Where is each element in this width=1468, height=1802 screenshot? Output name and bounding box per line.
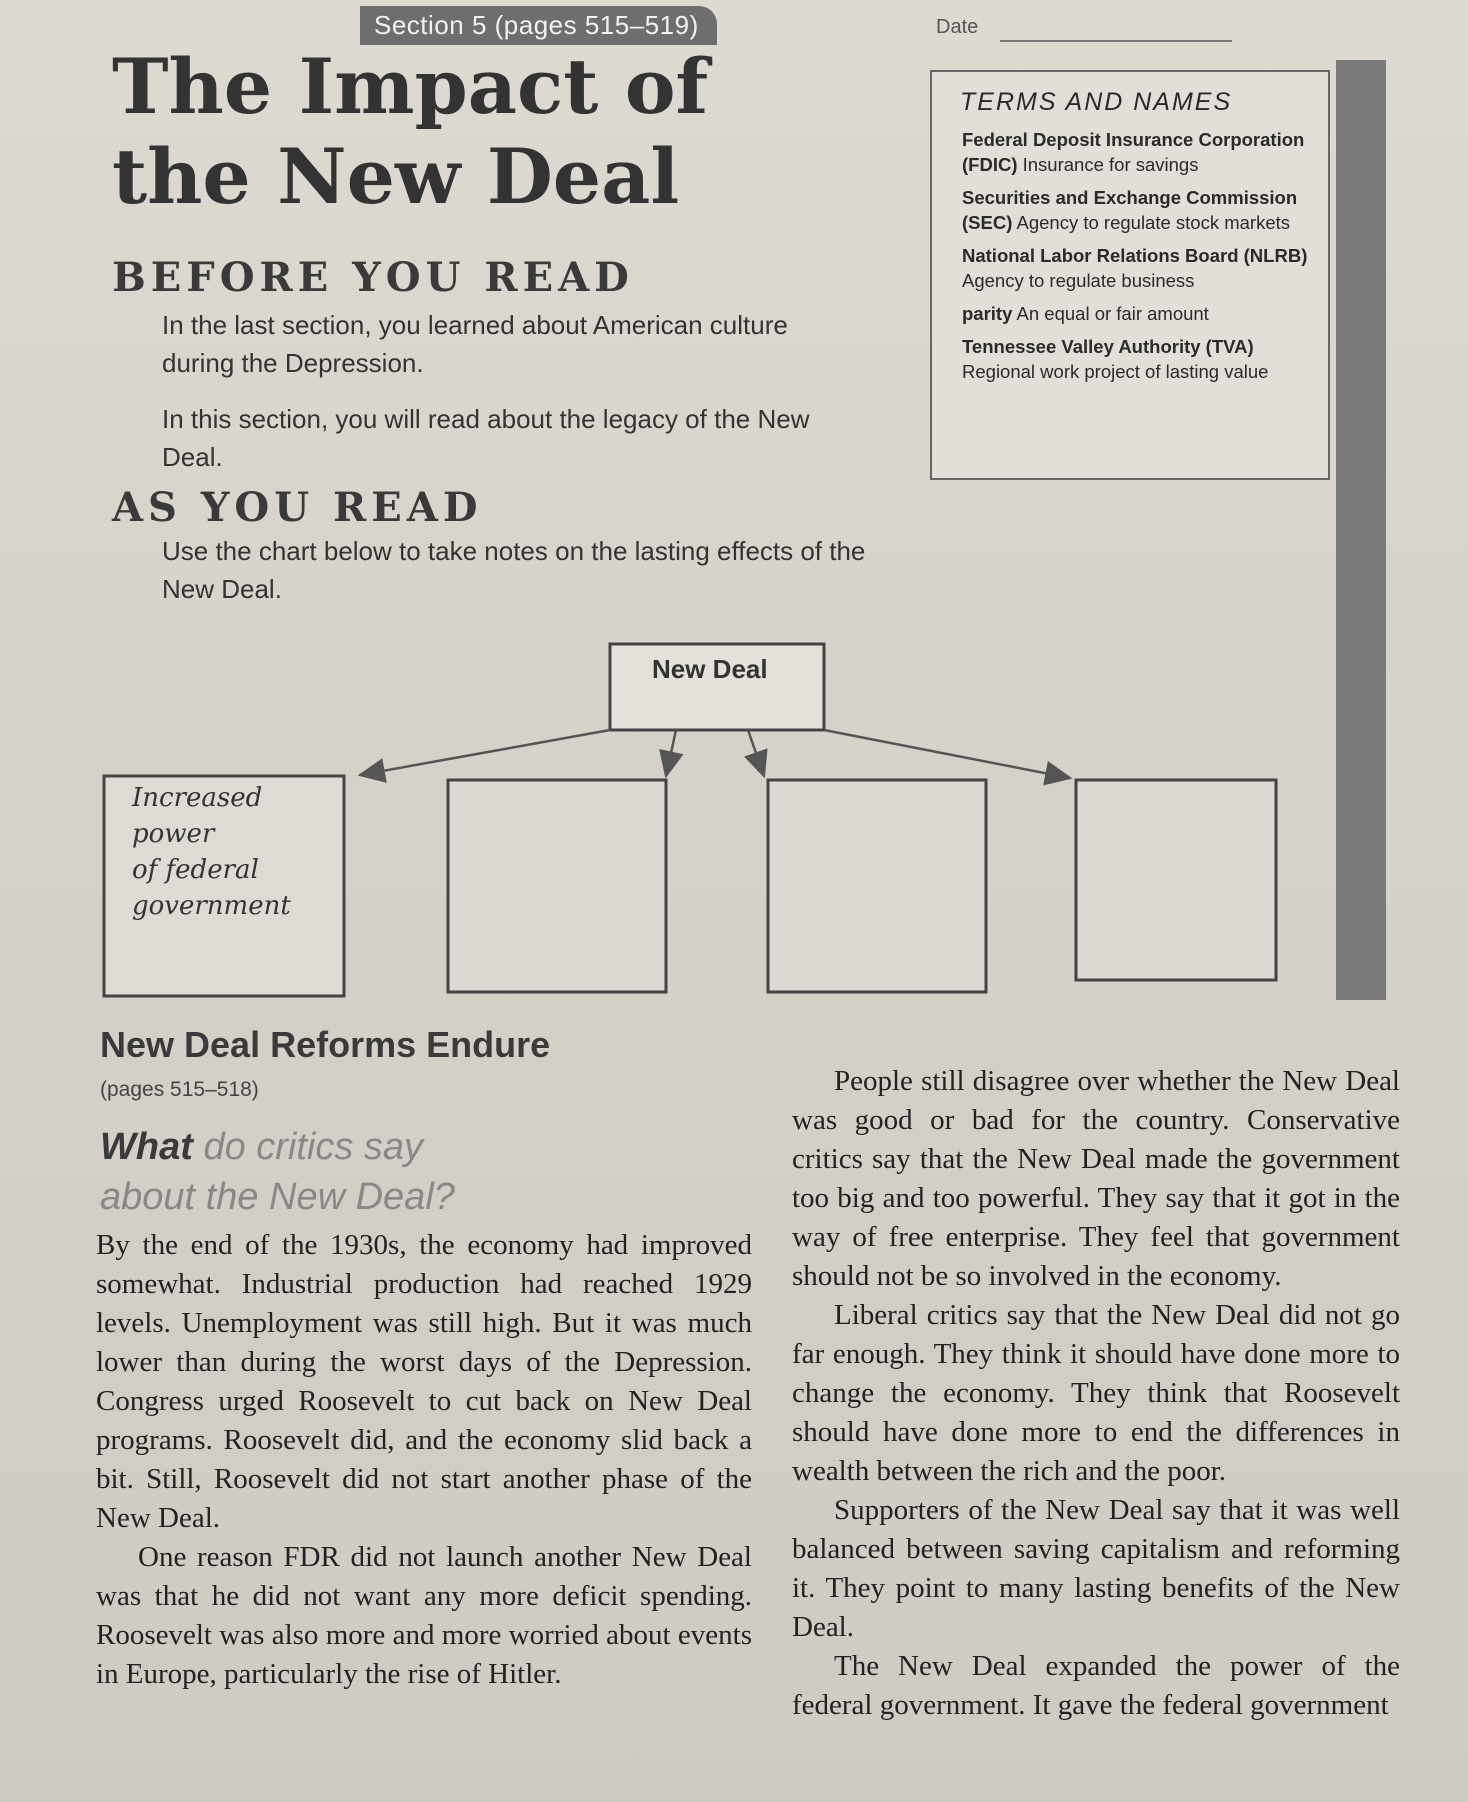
diagram-box-4 (1076, 780, 1276, 980)
title-line-2: the New Deal (112, 132, 680, 221)
right-para-3: Supporters of the New Deal say that it was well balanced between saving capitalism and reforming it. They point to many lasting benefits of the New Deal. (792, 1494, 1400, 1643)
section-question (100, 1122, 455, 1222)
diagram-box-1-text (132, 780, 342, 924)
title-line-1: The Impact of (112, 42, 709, 131)
date-label: Date (936, 16, 979, 38)
term-def: An equal or fair amount (1016, 303, 1209, 324)
question-bold: What (100, 1126, 193, 1168)
term-def: Insurance for savings (1022, 154, 1199, 175)
term-def: Agency to regulate business (962, 270, 1195, 291)
as-you-read-instruction: Use the chart below to take notes on the lasting effects of the New Deal. (162, 536, 866, 604)
diagram-root-label: New Deal (652, 654, 768, 684)
left-column (96, 1226, 752, 1694)
diagram-arrow-4 (824, 730, 1070, 778)
before-you-read-heading: BEFORE YOU READ (112, 254, 634, 301)
left-para-1: By the end of the 1930s, the economy had improved somewhat. Industrial production had reached 1929 levels. Unemployment was still high. But it was much lower than during the worst days of the Depression. Congress urged Roosevelt to cut back on New Deal programs. Roosevelt did, and the economy slid back a bit. Still, Roosevelt did not start another phase of the New Deal. (96, 1229, 752, 1534)
term-def: Regional work project of lasting value (962, 361, 1269, 382)
left-para-2: One reason FDR did not launch another New Deal was that he did not want any more deficit spending. Roosevelt was also more and more worried about events in Europe, particularly the rise of Hitler. (96, 1541, 752, 1690)
right-column (792, 1062, 1400, 1725)
diagram-arrow-1 (360, 730, 610, 775)
diagram-arrow-2 (666, 730, 676, 776)
diagram-arrow-3 (748, 730, 764, 776)
term-name: parity (962, 303, 1013, 324)
box-1-line-1: Increased power (132, 783, 263, 849)
right-para-4: The New Deal expanded the power of the federal government. It gave the federal government (792, 1650, 1400, 1721)
section-heading: New Deal Reforms Endure (100, 1024, 551, 1065)
question-line-2: about the New Deal? (100, 1176, 455, 1218)
box-1-line-2: of federal (132, 855, 259, 885)
term-name: Federal Deposit Insurance Corporation (FDIC) (962, 129, 1305, 175)
term-name: National Labor Relations Board (NLRB) (962, 245, 1308, 266)
before-you-read-para-1: In the last section, you learned about American culture during the Depression. (162, 310, 788, 378)
as-you-read-heading: AS YOU READ (112, 484, 483, 531)
term-name: Tennessee Valley Authority (TVA) (962, 336, 1254, 357)
right-para-1: People still disagree over whether the New Deal was good or bad for the country. Conservative critics say that the New Deal made the government too big and too powerful. They say that it got in the way of free enterprise. They feel that government should not be so involved in the economy. (792, 1065, 1400, 1292)
section-label: Section 5 (pages 515–519) (360, 6, 717, 45)
terms-title: TERMS AND NAMES (960, 88, 1233, 116)
term-name: Securities and Exchange Commission (SEC) (962, 187, 1298, 233)
diagram-box-2 (448, 780, 666, 992)
box-1-line-3: government (132, 891, 291, 921)
right-para-2: Liberal critics say that the New Deal did not go far enough. They think it should have done more to change the economy. They think that Roosevelt should have done more to end the differences in wealth between the rich and the poor. (792, 1299, 1400, 1487)
question-rest-1: do critics say (203, 1126, 424, 1168)
before-you-read-para-2: In this section, you will read about the legacy of the New Deal. (162, 404, 810, 472)
diagram-box-3 (768, 780, 986, 992)
term-def: Agency to regulate stock markets (1016, 212, 1291, 233)
section-pages: (pages 515–518) (100, 1078, 259, 1101)
